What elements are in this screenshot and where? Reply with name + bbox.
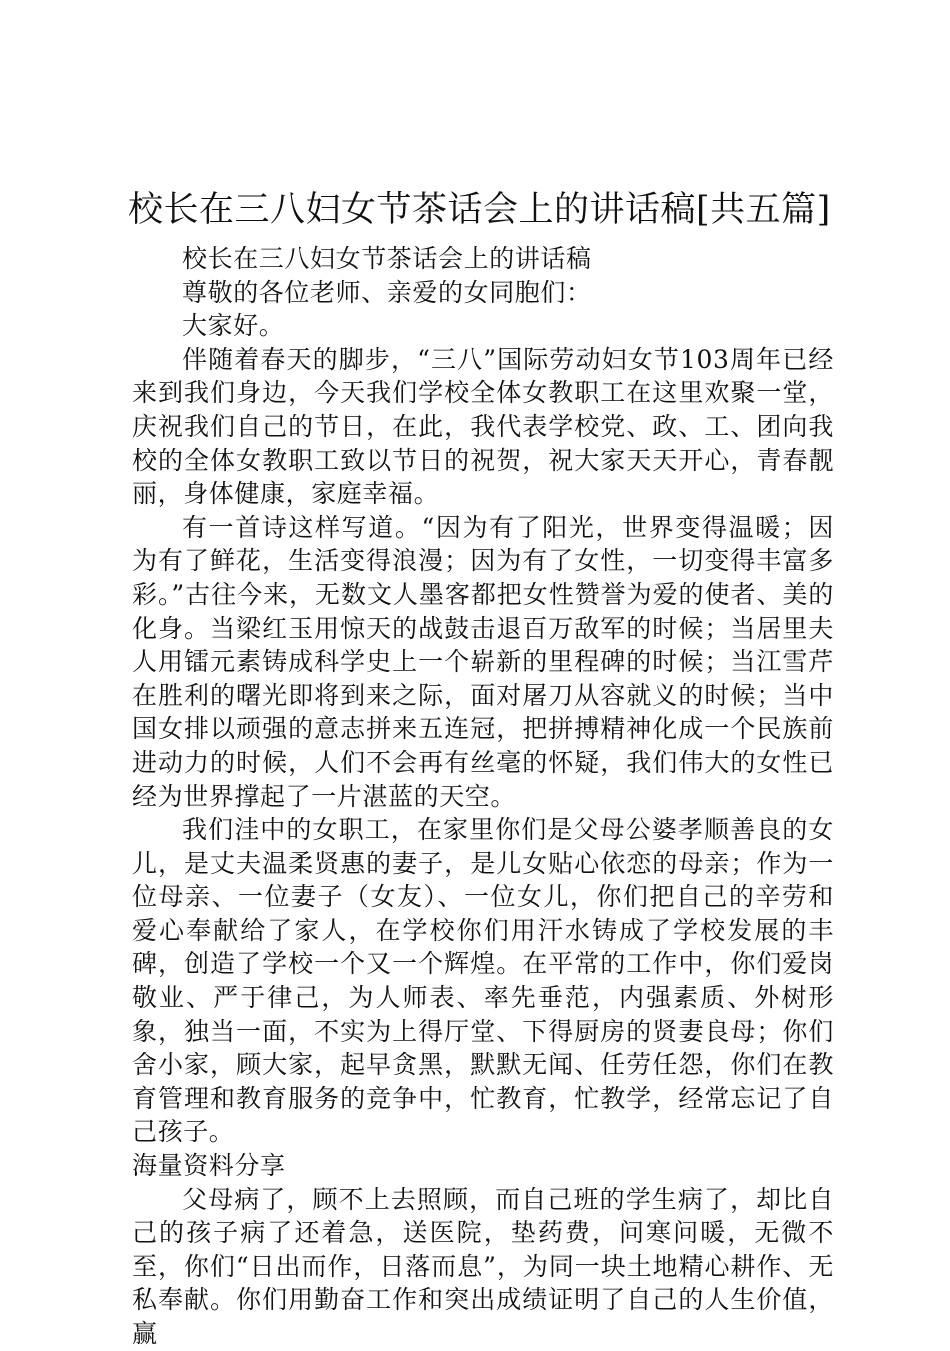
document-body [132,242,834,1351]
document-page [128,188,834,1351]
body-paragraph: 伴随着春天的脚步，“三八”国际劳动妇女节103周年已经来到我们身边，今天我们学校全体女教职工在这里欢聚一堂，庆祝我们自己的节日，在此，我代表学校党、政、工、团向我校的全体女教职工致以节日的祝贺，祝大家天天开心，青春靓丽，身体健康，家庭幸福。 [132,344,834,509]
body-paragraph: 有一首诗这样写道。“因为有了阳光，世界变得温暖；因为有了鲜花，生活变得浪漫；因为有了女性，一切变得丰富多彩。”古往今来，无数文人墨客都把女性赞誉为爱的使者、美的化身。当梁红玉用惊天的战鼓击退百万敌军的时候；当居里夫人用镭元素铸成科学史上一个崭新的里程碑的时候；当江雪芹在胜利的曙光即将到来之际，面对屠刀从容就义的时候；当中国女排以顽强的意志拼来五连冠，把拼搏精神化成一个民族前进动力的时候，人们不会再有丝毫的怀疑，我们伟大的女性已经为世界撑起了一片湛蓝的天空。 [132,512,834,811]
greeting-paragraph: 大家好。 [182,311,285,341]
body-paragraph: 我们洼中的女职工，在家里你们是父母公婆孝顺善良的女儿，是丈夫温柔贤惠的妻子，是儿女贴心依恋的母亲；作为一位母亲、一位妻子（女友）、一位女儿，你们把自己的辛劳和爱心奉献给了家人，在学校你们用汗水铸成了学校发展的丰碑，创造了学校一个又一个辉煌。在平常的工作中，你们爱岗敬业、严于律己，为人师表、率先垂范，内强素质、外树形象，独当一面，不实为上得厅堂、下得厨房的贤妻良母；你们舍小家，顾大家，起早贪黑，默默无闻、任劳任怨，你们在教育管理和教育服务的竞争中，忙教育，忙教学，经常忘记了自己孩子。 [132,815,834,1147]
body-paragraph: 父母病了，顾不上去照顾，而自己班的学生病了，却比自己的孩子病了还着急，送医院，垫药费，问寒问暖，无微不至，你们“日出而作，日落而息”，为同一块土地精心耕作、无私奉献。你们用勤奋工作和突出成绩证明了自己的人生价值，赢 [132,1184,834,1348]
subtitle-paragraph: 校长在三八妇女节茶话会上的讲话稿 [182,244,592,273]
document-title: 校长在三八妇女节茶话会上的讲话稿[共五篇] [128,190,831,230]
watermark-line: 海量资料分享 [132,1151,286,1181]
salutation-paragraph: 尊敬的各位老师、亲爱的女同胞们： [182,277,592,307]
